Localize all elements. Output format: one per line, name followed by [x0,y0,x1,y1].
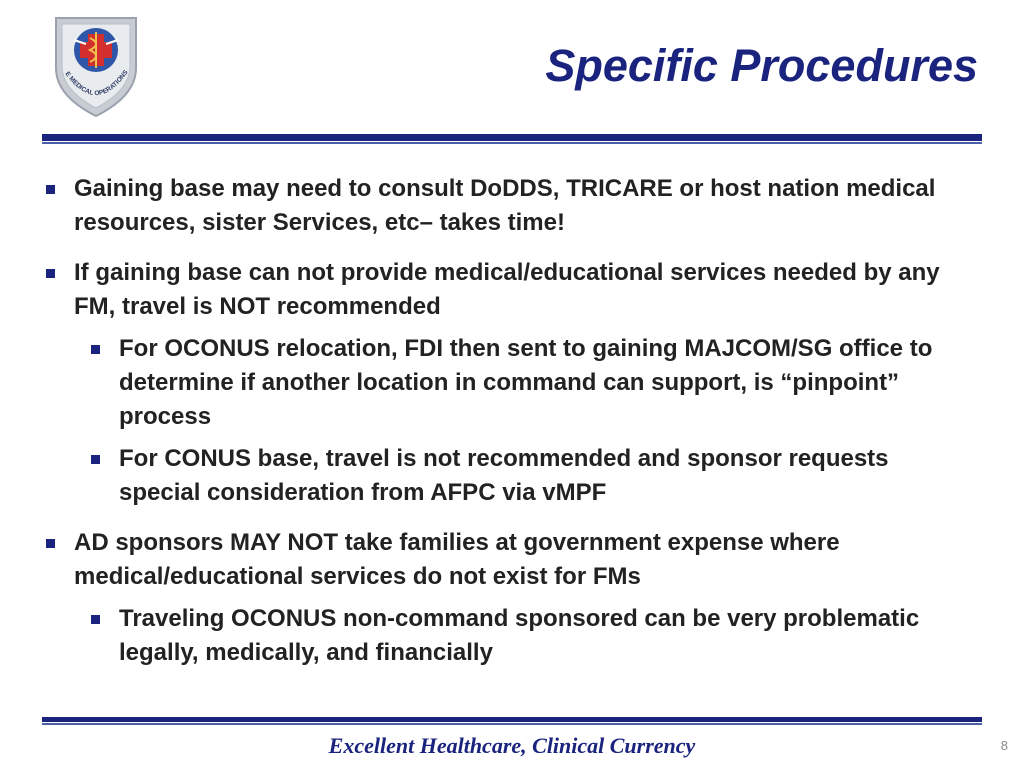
page-title: Specific Procedures [545,40,978,91]
bullet-text: Gaining base may need to consult DoDDS, TRICARE or host nation medical resources, sister Services, etc– takes time! [74,175,936,236]
square-bullet-icon [91,615,100,624]
sub-bullet-text: For CONUS base, travel is not recommended and sponsor requests special consideration from AFPC via vMPF [119,445,889,506]
bullet-list [44,172,954,670]
sub-bullet-text: For OCONUS relocation, FDI then sent to gaining MAJCOM/SG office to determine if another location in command can support, is “pinpoint” process [119,335,933,430]
bullet-item [44,256,954,324]
square-bullet-icon [91,345,100,354]
svg-text:AIR FORCE MEDICAL OPERATIONS A: E MEDICAL OPERATIONS [63,69,130,98]
page-number: 8 [1000,738,1008,753]
sub-bullet-text: Traveling OCONUS non-command sponsored can be very problematic legally, medically, and financially [119,605,920,666]
sub-bullet-item [44,332,954,434]
bullet-text: If gaining base can not provide medical/educational services needed by any FM, travel is NOT recommended [74,259,940,320]
square-bullet-icon [46,185,55,194]
agency-logo-shield [48,10,144,120]
bullet-item [44,526,954,594]
square-bullet-icon [46,539,55,548]
bullet-item [44,172,954,240]
footer-tagline: Excellent Healthcare, Clinical Currency [328,733,696,758]
sub-bullet-item [44,602,954,670]
square-bullet-icon [46,269,55,278]
bullet-text: AD sponsors MAY NOT take families at government expense where medical/educational services do not exist for FMs [74,529,840,590]
footer-divider-thin [42,723,982,725]
square-bullet-icon [91,455,100,464]
header-divider-thin [42,142,982,144]
footer-divider [42,717,982,722]
header-divider [42,134,982,141]
sub-bullet-item [44,442,954,510]
